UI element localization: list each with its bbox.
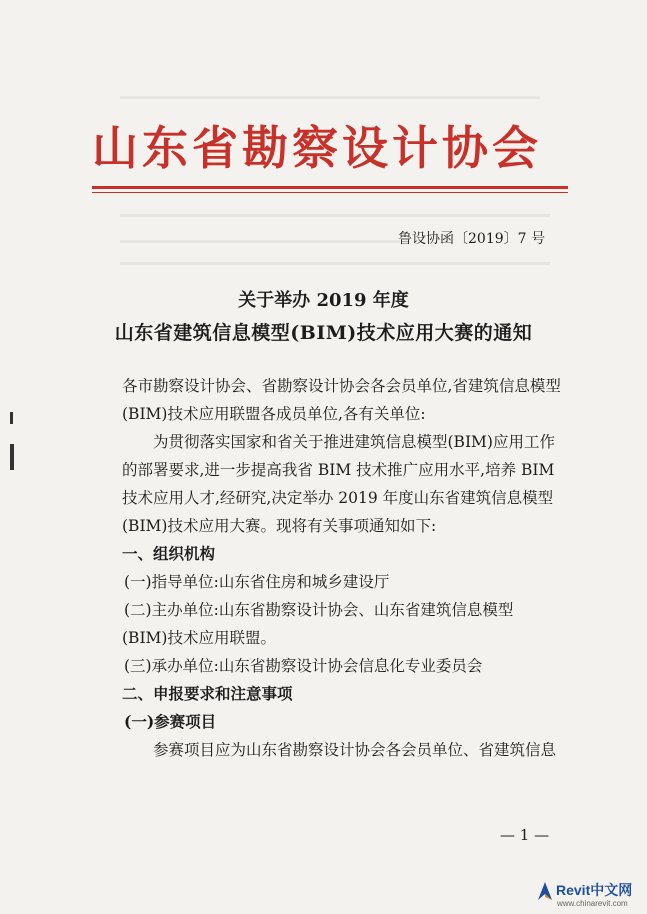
section-heading: 一、组织机构 — [122, 544, 216, 563]
watermark-brand: Revit中文网 — [556, 882, 633, 898]
notice-title-line1: 关于举办 2019 年度 — [238, 290, 409, 311]
bleed-through-text — [120, 262, 550, 265]
subsection-heading: (一)参赛项目 — [124, 712, 217, 731]
list-item: (二)主办单位:山东省勘察设计协会、山东省建筑信息模型 — [124, 601, 514, 619]
recipients-line: (BIM)技术应用联盟各成员单位,各有关单位: — [122, 405, 426, 423]
revit-logo-icon — [536, 880, 554, 902]
notice-body — [122, 372, 572, 764]
watermark-url: www.chinarevit.com — [557, 899, 628, 908]
organization-header: 山东省勘察设计协会 — [92, 121, 542, 175]
body-paragraph-line: (BIM)技术应用大赛。现将有关事项通知如下: — [122, 517, 437, 535]
body-paragraph-line: 为贯彻落实国家和省关于推进建筑信息模型(BIM)应用工作 — [153, 433, 555, 451]
list-item: (三)承办单位:山东省勘察设计协会信息化专业委员会 — [124, 657, 483, 675]
document-number: 鲁设协函〔2019〕7 号 — [398, 231, 545, 247]
page-number: — 1 — — [500, 826, 550, 844]
header-divider-thin — [92, 192, 568, 193]
section-heading: 二、申报要求和注意事项 — [122, 684, 293, 703]
scan-margin-mark — [10, 444, 14, 470]
scan-margin-mark — [10, 412, 13, 424]
body-paragraph-line: 技术应用人才,经研究,决定举办 2019 年度山东省建筑信息模型 — [122, 489, 554, 507]
list-item: (一)指导单位:山东省住房和城乡建设厅 — [124, 573, 390, 591]
header-divider — [92, 186, 568, 189]
notice-title-line2: 山东省建筑信息模型(BIM)技术应用大赛的通知 — [114, 322, 533, 344]
list-item-continuation: (BIM)技术应用联盟。 — [122, 629, 276, 647]
bleed-through-text — [120, 214, 550, 217]
site-watermark — [536, 880, 646, 910]
body-paragraph-line: 的部署要求,进一步提高我省 BIM 技术推广应用水平,培养 BIM — [122, 461, 555, 479]
bleed-through-text — [120, 96, 540, 99]
recipients-line: 各市勘察设计协会、省勘察设计协会各会员单位,省建筑信息模型 — [122, 377, 561, 395]
bleed-through-text — [120, 240, 400, 243]
body-paragraph-line: 参赛项目应为山东省勘察设计协会各会员单位、省建筑信息 — [153, 741, 557, 759]
